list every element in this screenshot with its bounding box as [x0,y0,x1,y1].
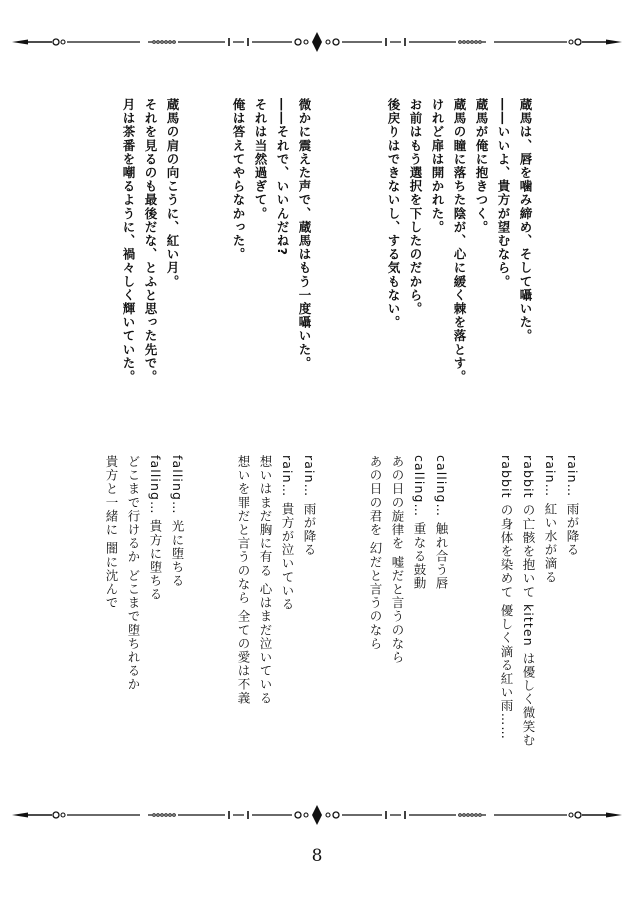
poem-line: rain… 雨が降る [302,455,317,557]
poem-line: 想いはまだ胸に有る 心はまだ泣いている [258,455,273,705]
poem-line: rain… 紅い水が滴る [543,455,558,584]
poem-line: 貴方と一緒に 闇に沈んで [104,455,119,610]
prose-line: ――それで、いいんだね? [275,98,290,256]
poem-line: 想いを罪だと言うのなら 全ての愛は不義 [236,455,251,705]
top-ornament-divider [0,30,634,54]
prose-line: それは当然過ぎて。 [253,98,268,221]
poem-line: falling… 光に堕ちる [170,455,185,588]
poem-line: あの日の君を 幻だと言うのなら [368,455,383,651]
scroll-flourish-icon [0,803,634,827]
poem-line: rabbit の身体を染めて 優しく滴る紅い雨…… [499,455,514,740]
prose-line: 蔵馬が俺に抱きつく。 [474,98,489,234]
poem-line: rabbit の亡骸を抱いて kitten は優しく微笑む [521,455,536,747]
poem-line: あの日の旋律を 嘘だと言うのなら [390,455,405,665]
prose-line: お前はもう選択を下したのだから。 [408,98,423,316]
prose-line: けれど扉は開かれた。 [430,98,445,234]
prose-line: 蔵馬の瞳に落ちた陰が、心に緩く棘を落とす。 [452,98,467,384]
prose-line: 蔵馬の肩の向こうに、紅い月。 [165,98,180,289]
prose-line: 月は茶番を嘲るように、禍々しく輝いていた。 [121,98,136,384]
prose-line: 後戻りはできないし、する気もない。 [386,98,401,330]
scroll-flourish-icon [0,30,634,54]
prose-line: 微かに震えた声で、蔵馬はもう一度囁いた。 [297,98,312,370]
poem-line: falling… 貴方に堕ちる [148,455,163,602]
page-number: 8 [311,846,323,866]
poem-line: rain… 貴方が泣いている [280,455,295,612]
prose-line: ――いいよ、貴方が望むなら。 [496,98,511,289]
poem-line: rain… 雨が降る [565,455,580,557]
prose-line: それを見るのも最後だな、とふと思った先で。 [143,98,158,384]
prose-line: 蔵馬は、唇を噛み締め、そして囁いた。 [518,98,533,343]
poem-line: calling… 重なる鼓動 [412,455,427,591]
bottom-ornament-divider [0,803,634,827]
poem-line: どこまで行けるか どこまで堕ちれるか [126,455,141,692]
poem-line: calling… 触れ合う唇 [434,455,449,591]
prose-line: 俺は答えてやらなかった。 [231,98,246,262]
